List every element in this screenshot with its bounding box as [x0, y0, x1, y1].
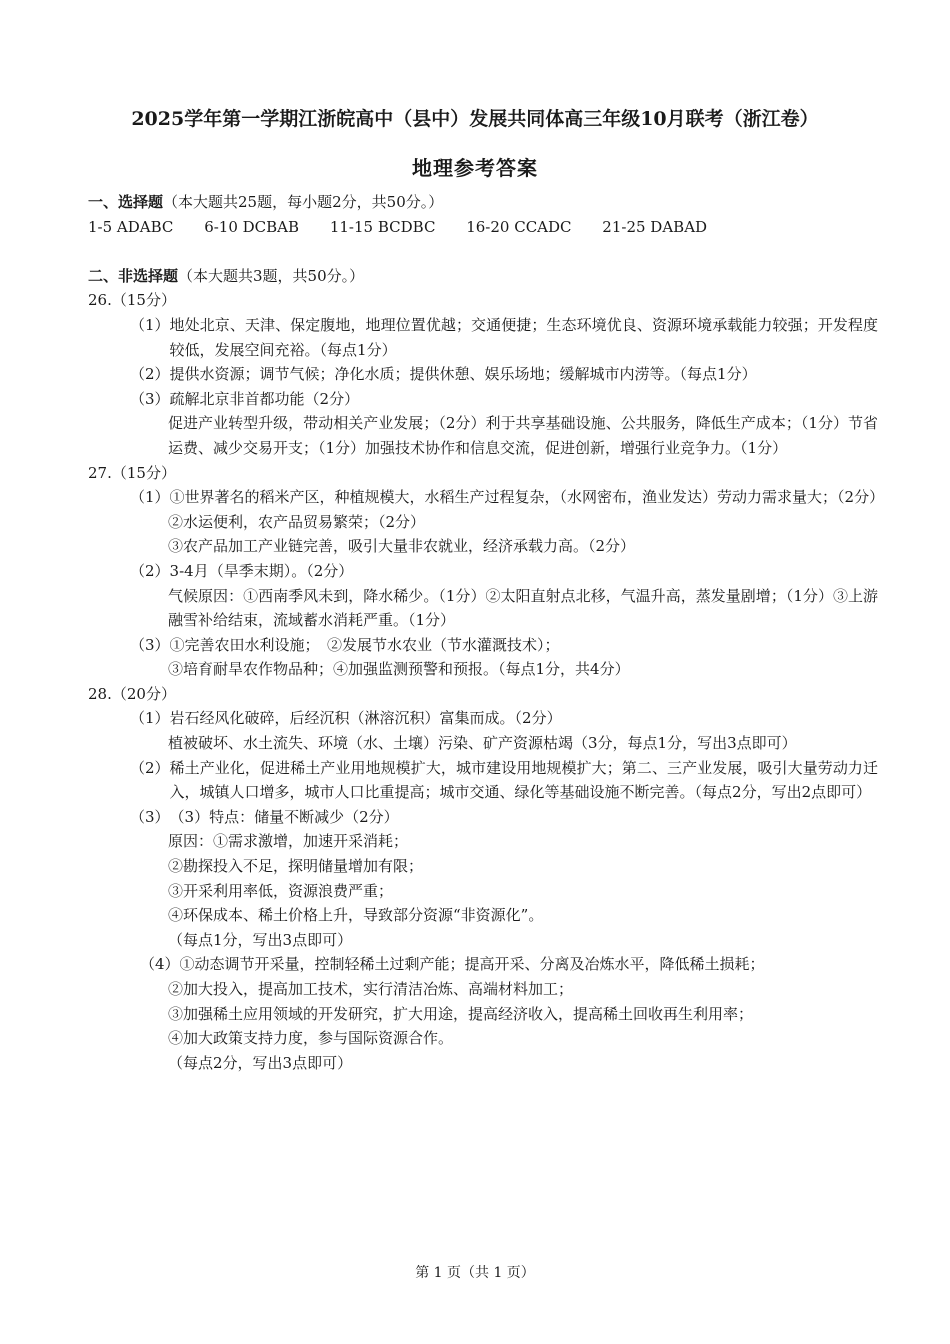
q26-sub1 [88, 313, 878, 362]
q27-sub1 [88, 485, 885, 510]
q28-sub3-text-d: ③开采利用率低，资源浪费严重； [168, 881, 394, 900]
document-body [88, 190, 885, 1075]
q27-sub2-label: （2） [130, 561, 170, 580]
q26-sub3-detail [88, 411, 878, 460]
part2-heading: 二、非选择题 [88, 266, 179, 285]
q28-sub3-text-a: （3）特点：储量不断减少（2分） [169, 807, 399, 826]
q28-sub4-text-e: （每点2分，写出3点即可） [168, 1053, 353, 1072]
answer-group-2: 6-10 DCBAB [204, 217, 300, 236]
q28-sub4 [88, 952, 878, 977]
q27-sub3 [88, 633, 878, 658]
q26-heading: 26.（15分） [88, 291, 176, 310]
q28-sub2 [88, 756, 878, 805]
page-footer: 第 1 页（共 1 页） [415, 1265, 535, 1281]
part1-heading: 一、选择题 [88, 193, 164, 211]
q26-sub2-label: （2） [130, 365, 170, 384]
q26-sub2-text: 提供水资源；调节气候；净化水质；提供休憩、娱乐场地；缓解城市内涝等。（每点1分） [169, 365, 757, 384]
document-subtitle: 地理参考答案 [412, 156, 538, 180]
q27-sub3-label: （3） [130, 635, 170, 654]
q27-sub3-text-b: ③培育耐旱农作物品种；④加强监测预警和预报。（每点1分，共4分） [168, 660, 630, 679]
q27-sub3-text-a: ①完善农田水利设施； ②发展节水农业（节水灌溉技术）； [169, 635, 560, 654]
q28-sub3-text-b: 原因：①需求激增，加速开采消耗； [168, 832, 409, 851]
q27-sub1-text-a: ①世界著名的稻米产区，种植规模大，水稻生产过程复杂，（水网密布，渔业发达）劳动力需求量大；（2分） [169, 488, 885, 507]
q27-sub1-text-b: ②水运便利，农产品贸易繁荣；（2分） [168, 512, 426, 531]
part2-note: （本大题共3题，共50分。） [178, 266, 365, 285]
q28-sub4-text-c: ③加强稀土应用领域的开发研究，扩大用途，提高经济收入，提高稀土回收再生利用率； [168, 1004, 754, 1023]
q26-sub2 [88, 362, 878, 387]
q26-sub3-label: （3） [130, 389, 170, 408]
q28-sub3-label: （3） [130, 807, 170, 826]
q27-sub2-detail [88, 584, 878, 633]
answer-group-4: 16-20 CCADC [466, 217, 572, 236]
q26-sub3-text: 疏解北京非首都功能（2分） [169, 389, 360, 408]
answer-group-5: 21-25 DABAD [602, 217, 708, 236]
q28-sub3-text-f: （每点1分，写出3点即可） [168, 930, 353, 949]
q27-sub2-text-b: 气候原因：①西南季风未到，降水稀少。（1分）②太阳直射点北移，气温升高，蒸发量剧增；（1分）③上游融雪补给结束，流域蓄水消耗严重。（1分） [168, 586, 878, 630]
q26-sub3 [88, 387, 878, 412]
q27-sub1-label: （1） [130, 488, 170, 507]
q28-sub4-text-d: ④加大政策支持力度，参与国际资源合作。 [168, 1029, 454, 1048]
q28-sub2-label: （2） [130, 758, 170, 777]
q28-sub4-text-a: ①动态调节开采量，控制轻稀土过剩产能；提高开采、分离及冶炼水平，降低稀土损耗； [179, 955, 765, 974]
q26-sub1-label: （1） [130, 315, 170, 334]
q27-sub1-text-c: ③农产品加工产业链完善，吸引大量非农就业，经济承载力高。（2分） [168, 537, 636, 556]
part1-note: （本大题共25题，每小题2分，共50分。） [163, 193, 444, 211]
part2-heading-line [88, 264, 878, 289]
q27-sub2 [88, 559, 878, 584]
choice-answers [88, 215, 878, 240]
q28-sub4-label: （4） [140, 955, 180, 974]
answer-group-1: 1-5 ADABC [88, 217, 174, 236]
q27-heading: 27.（15分） [88, 463, 176, 482]
q28-sub2-text: 稀土产业化，促进稀土产业用地规模扩大，城市建设用地规模扩大；第二、三产业发展，吸引大量劳动力迁入，城镇人口增多，城市人口比重提高；城市交通、绿化等基础设施不断完善。（每点2分，写出2点即可） [169, 758, 878, 802]
q28-sub3-text-c: ②勘探投入不足，探明储量增加有限； [168, 857, 424, 876]
q28-sub3 [88, 805, 878, 830]
q26-sub1-text: 地处北京、天津、保定腹地，地理位置优越；交通便捷；生态环境优良、资源环境承载能力较强；开发程度较低，发展空间充裕。（每点1分） [169, 315, 878, 359]
q27-sub2-text-a: 3-4月（旱季末期）。（2分） [169, 561, 354, 580]
q28-heading: 28.（20分） [88, 684, 176, 703]
q28-sub1 [88, 706, 878, 731]
q28-sub4-text-b: ②加大投入，提高加工技术，实行清洁冶炼、高端材料加工； [168, 980, 574, 998]
q28-sub1-label: （1） [130, 709, 170, 728]
q28-sub1-text-a: 岩石经风化破碎，后经沉积（淋溶沉积）富集而成。（2分） [169, 709, 562, 728]
document-title: 2025学年第一学期江浙皖高中（县中）发展共同体高三年级10月联考（浙江卷） [131, 108, 819, 130]
part1-heading-line [88, 190, 878, 215]
q26-sub3-detail-text: 促进产业转型升级，带动相关产业发展；（2分）利于共享基础设施、公共服务，降低生产成本；（1分）节省运费、减少交易开支；（1分）加强技术协作和信息交流，促进创新，增强行业竞争力。（1分） [168, 414, 878, 457]
answer-group-3: 11-15 BCDBC [329, 217, 436, 236]
q28-sub3-text-e: ④环保成本、稀土价格上升，导致部分资源“非资源化”。 [168, 906, 544, 925]
q28-sub1-text-b: 植被破坏、水土流失、环境（水、土壤）污染、矿产资源枯竭（3分，每点1分，写出3点即可） [168, 734, 797, 753]
